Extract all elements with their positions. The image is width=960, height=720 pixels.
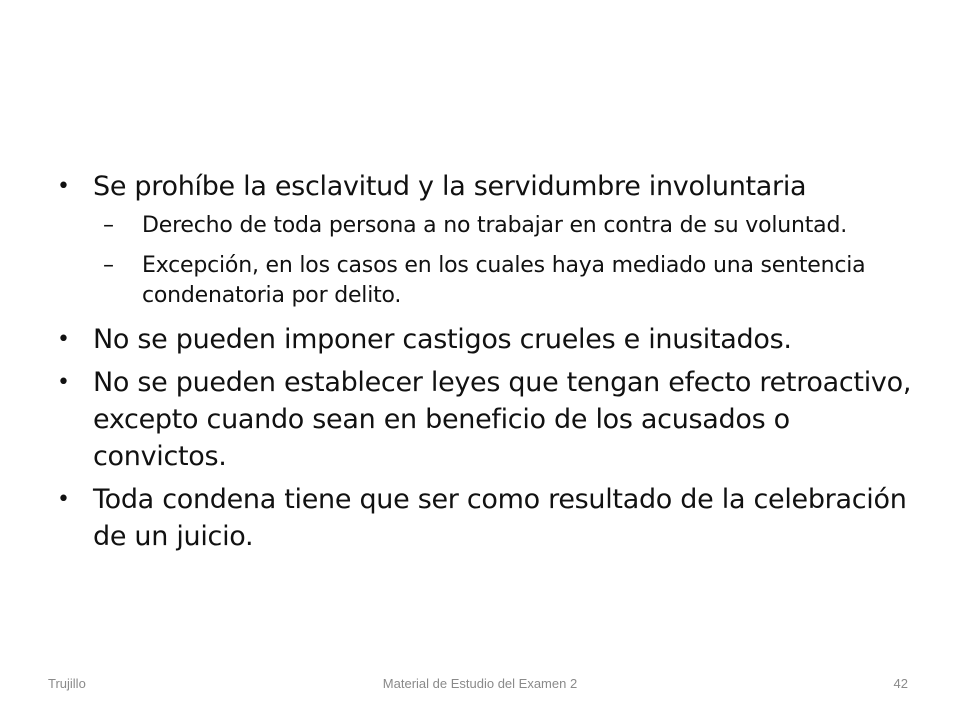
bullet-text: Se prohíbe la esclavitud y la servidumbre involuntaria: [93, 171, 807, 202]
sub-list: [55, 211, 915, 311]
footer-title: Material de Estudio del Examen 2: [382, 676, 578, 691]
bullet-icon: •: [57, 327, 70, 352]
slide-number: 42: [893, 676, 908, 691]
bullet-item: [55, 481, 915, 555]
bullet-item: [55, 168, 915, 205]
sub-item: [55, 251, 915, 311]
bullet-icon: •: [57, 370, 70, 395]
footer-author: Trujillo: [48, 676, 86, 691]
sub-item-text: Derecho de toda persona a no trabajar en contra de su voluntad.: [142, 213, 848, 238]
bullet-text: No se pueden establecer leyes que tengan efecto retroactivo, excepto cuando sean en beneficio de los acusados o convictos.: [93, 367, 912, 472]
slide-content: [55, 168, 915, 561]
dash-icon: –: [103, 253, 114, 278]
bullet-text: Toda condena tiene que ser como resultado de la celebración de un juicio.: [93, 484, 907, 552]
bullet-icon: •: [57, 174, 70, 199]
bullet-item: [55, 364, 915, 475]
bullet-icon: •: [57, 487, 70, 512]
dash-icon: –: [103, 213, 114, 238]
sub-item: [55, 211, 915, 241]
bullet-item: [55, 321, 915, 358]
bullet-text: No se pueden imponer castigos crueles e inusitados.: [93, 324, 792, 355]
sub-item-text: Excepción, en los casos en los cuales haya mediado una sentencia condenatoria por delito.: [142, 253, 866, 308]
